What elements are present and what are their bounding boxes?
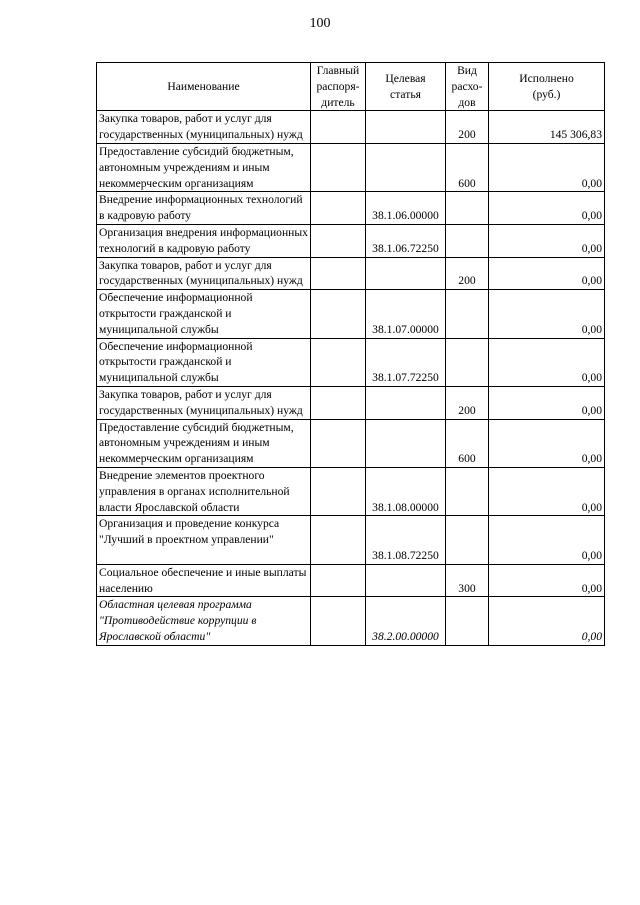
cell-executed: 0,00 bbox=[489, 290, 605, 338]
cell-expense-type bbox=[446, 467, 489, 515]
table-row bbox=[97, 257, 605, 290]
cell-main-manager bbox=[311, 419, 366, 467]
cell-main-manager bbox=[311, 257, 366, 290]
cell-name: Организация внедрения информационных технологий в кадровую работу bbox=[97, 224, 311, 257]
cell-name: Предоставление субсидий бюджетным, автономным учреждениям и иным некоммерческим организациям bbox=[97, 143, 311, 191]
cell-main-manager bbox=[311, 224, 366, 257]
cell-executed: 0,00 bbox=[489, 419, 605, 467]
cell-name: Внедрение элементов проектного управления в органах исполнительной власти Ярославской области bbox=[97, 467, 311, 515]
cell-executed: 0,00 bbox=[489, 257, 605, 290]
cell-article: 38.1.08.00000 bbox=[366, 467, 446, 515]
cell-expense-type: 600 bbox=[446, 143, 489, 191]
cell-name: Социальное обеспечение и иные выплаты населению bbox=[97, 564, 311, 597]
cell-expense-type bbox=[446, 597, 489, 645]
page-number: 100 bbox=[309, 16, 331, 31]
cell-main-manager bbox=[311, 516, 366, 564]
cell-name: Обеспечение информационной открытости гражданской и муниципальной службы bbox=[97, 290, 311, 338]
cell-name: Организация и проведение конкурса "Лучший в проектном управлении" bbox=[97, 516, 311, 564]
budget-table bbox=[96, 62, 605, 646]
table-row bbox=[97, 597, 605, 645]
cell-executed: 0,00 bbox=[489, 192, 605, 225]
cell-main-manager bbox=[311, 192, 366, 225]
table-row bbox=[97, 516, 605, 564]
table-row bbox=[97, 338, 605, 386]
cell-main-manager bbox=[311, 111, 366, 144]
cell-article bbox=[366, 111, 446, 144]
cell-name: Закупка товаров, работ и услуг для государственных (муниципальных) нужд bbox=[97, 386, 311, 419]
cell-expense-type: 200 bbox=[446, 386, 489, 419]
table-row bbox=[97, 111, 605, 144]
cell-executed: 0,00 bbox=[489, 143, 605, 191]
cell-main-manager bbox=[311, 338, 366, 386]
header-main-manager: Главный распоря- дитель bbox=[311, 63, 366, 111]
cell-article bbox=[366, 564, 446, 597]
cell-main-manager bbox=[311, 564, 366, 597]
cell-article bbox=[366, 419, 446, 467]
cell-executed: 0,00 bbox=[489, 386, 605, 419]
cell-main-manager bbox=[311, 467, 366, 515]
table-row bbox=[97, 386, 605, 419]
cell-main-manager bbox=[311, 386, 366, 419]
cell-executed: 0,00 bbox=[489, 597, 605, 645]
cell-executed: 0,00 bbox=[489, 338, 605, 386]
cell-article bbox=[366, 257, 446, 290]
header-expense-type: Вид расхо- дов bbox=[446, 63, 489, 111]
cell-executed: 145 306,83 bbox=[489, 111, 605, 144]
header-article: Целевая статья bbox=[366, 63, 446, 111]
cell-expense-type bbox=[446, 224, 489, 257]
cell-executed: 0,00 bbox=[489, 224, 605, 257]
header-name: Наименование bbox=[97, 63, 311, 111]
cell-article bbox=[366, 143, 446, 191]
cell-expense-type: 200 bbox=[446, 257, 489, 290]
cell-article: 38.1.07.00000 bbox=[366, 290, 446, 338]
table-row bbox=[97, 564, 605, 597]
cell-article: 38.1.08.72250 bbox=[366, 516, 446, 564]
cell-main-manager bbox=[311, 290, 366, 338]
cell-name: Закупка товаров, работ и услуг для государственных (муниципальных) нужд bbox=[97, 111, 311, 144]
cell-executed: 0,00 bbox=[489, 564, 605, 597]
cell-name: Внедрение информационных технологий в кадровую работу bbox=[97, 192, 311, 225]
table-row bbox=[97, 224, 605, 257]
cell-expense-type bbox=[446, 192, 489, 225]
header-executed: Исполнено (руб.) bbox=[489, 63, 605, 111]
cell-name: Областная целевая программа "Противодействие коррупции в Ярославской области" bbox=[97, 597, 311, 645]
cell-expense-type: 300 bbox=[446, 564, 489, 597]
cell-executed: 0,00 bbox=[489, 516, 605, 564]
cell-executed: 0,00 bbox=[489, 467, 605, 515]
cell-expense-type: 200 bbox=[446, 111, 489, 144]
cell-article: 38.1.07.72250 bbox=[366, 338, 446, 386]
cell-expense-type: 600 bbox=[446, 419, 489, 467]
cell-name: Обеспечение информационной открытости гражданской и муниципальной службы bbox=[97, 338, 311, 386]
cell-expense-type bbox=[446, 338, 489, 386]
cell-main-manager bbox=[311, 597, 366, 645]
table-body bbox=[97, 111, 605, 645]
cell-article bbox=[366, 386, 446, 419]
cell-name: Предоставление субсидий бюджетным, автономным учреждениям и иным некоммерческим организациям bbox=[97, 419, 311, 467]
cell-expense-type bbox=[446, 290, 489, 338]
cell-main-manager bbox=[311, 143, 366, 191]
cell-expense-type bbox=[446, 516, 489, 564]
cell-article: 38.1.06.00000 bbox=[366, 192, 446, 225]
table-row bbox=[97, 419, 605, 467]
table-row bbox=[97, 467, 605, 515]
table-row bbox=[97, 192, 605, 225]
table-header-row bbox=[97, 63, 605, 111]
cell-article: 38.1.06.72250 bbox=[366, 224, 446, 257]
cell-name: Закупка товаров, работ и услуг для государственных (муниципальных) нужд bbox=[97, 257, 311, 290]
cell-article: 38.2.00.00000 bbox=[366, 597, 446, 645]
table-row bbox=[97, 290, 605, 338]
table-row bbox=[97, 143, 605, 191]
